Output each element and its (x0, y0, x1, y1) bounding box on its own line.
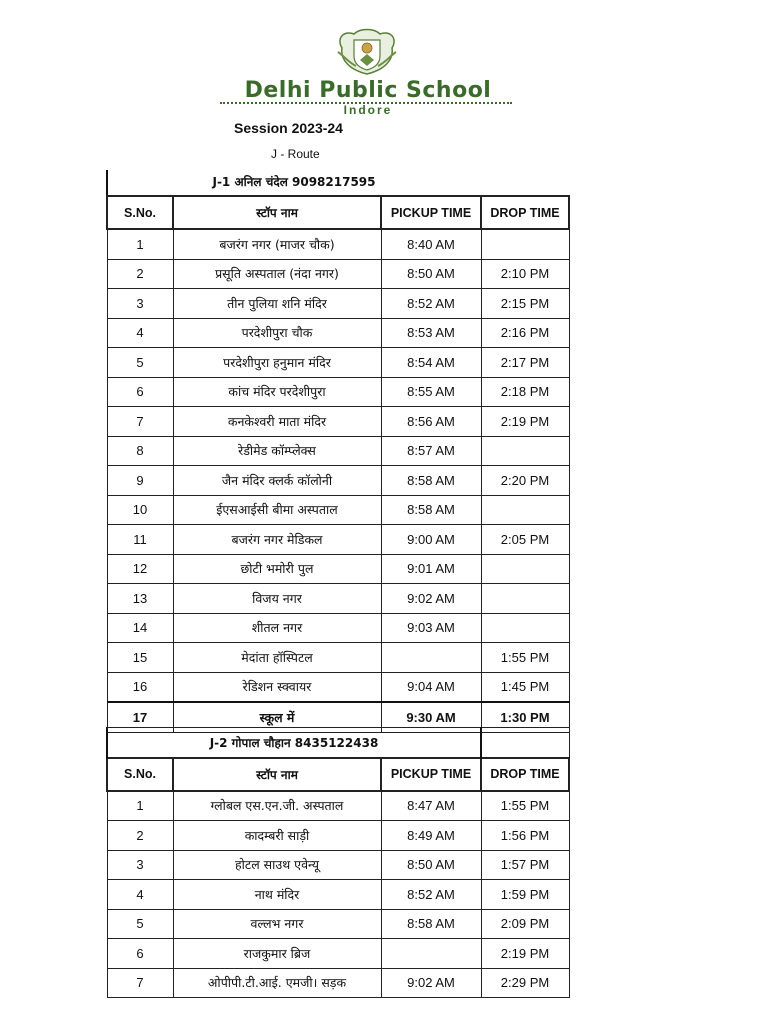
table-row (107, 495, 569, 525)
pickup-time-cell: 8:50 AM (381, 850, 481, 880)
stop-name-cell: वल्लभ नगर (173, 909, 381, 939)
drop-time-cell: 1:56 PM (481, 821, 569, 851)
pickup-time-cell: 9:03 AM (381, 613, 481, 643)
stop-name-cell: ईएसआईसी बीमा अस्पताल (173, 495, 381, 525)
stop-number-cell: 4 (107, 318, 173, 348)
stop-name-cell: राजकुमार ब्रिज (173, 939, 381, 969)
stop-number-cell: 16 (107, 672, 173, 702)
stop-number-cell: 6 (107, 377, 173, 407)
pickup-time-cell (381, 643, 481, 673)
stop-number-cell: 2 (107, 821, 173, 851)
stop-number-cell: 10 (107, 495, 173, 525)
stop-number-cell: 5 (107, 909, 173, 939)
stop-number-cell: 9 (107, 466, 173, 496)
table-row (107, 939, 569, 969)
stop-name-cell: छोटी भमोरी पुल (173, 554, 381, 584)
column-header-drop: DROP TIME (481, 196, 569, 229)
pickup-time-cell: 8:55 AM (381, 377, 481, 407)
drop-time-cell: 2:05 PM (481, 525, 569, 555)
table-row (107, 525, 569, 555)
table-row (107, 643, 569, 673)
table-row (107, 613, 569, 643)
table-header-row (107, 758, 569, 791)
stop-number-cell: 3 (107, 289, 173, 319)
stop-name-cell: ओपीपी.टी.आई. एमजी। सड़क (173, 968, 381, 998)
drop-time-cell: 1:55 PM (481, 643, 569, 673)
pickup-time-cell: 8:52 AM (381, 289, 481, 319)
drop-time-cell (481, 495, 569, 525)
stop-name-cell: कांच मंदिर परदेशीपुरा (173, 377, 381, 407)
table-row (107, 318, 569, 348)
pickup-time-cell: 8:58 AM (381, 495, 481, 525)
column-header-stop: स्टॉप नाम (173, 196, 381, 229)
drop-time-cell: 2:18 PM (481, 377, 569, 407)
stop-number-cell: 1 (107, 791, 173, 821)
route-j1-table (106, 195, 570, 733)
stop-name-cell: कनकेश्वरी माता मंदिर (173, 407, 381, 437)
stop-number-cell: 15 (107, 643, 173, 673)
table-row (107, 880, 569, 910)
drop-time-cell: 1:59 PM (481, 880, 569, 910)
school-city: Indore (343, 103, 393, 117)
stop-name-cell: स्कूल में (173, 702, 381, 732)
stop-name-cell: मेदांता हॉस्पिटल (173, 643, 381, 673)
table-row (107, 672, 569, 702)
stop-name-cell: होटल साउथ एवेन्यू (173, 850, 381, 880)
stop-number-cell: 3 (107, 850, 173, 880)
drop-time-cell: 2:19 PM (481, 939, 569, 969)
pickup-time-cell: 9:02 AM (381, 968, 481, 998)
table-row (107, 348, 569, 378)
route-title: J - Route (271, 147, 320, 161)
stop-name-cell: कादम्बरी साड़ी (173, 821, 381, 851)
stop-number-cell: 6 (107, 939, 173, 969)
route-j2-table (106, 727, 570, 998)
school-name: Delhi Public School (244, 78, 492, 103)
drop-time-cell: 1:30 PM (481, 702, 569, 732)
stop-number-cell: 2 (107, 259, 173, 289)
stop-number-cell: 14 (107, 613, 173, 643)
drop-time-cell (481, 584, 569, 614)
drop-time-cell (481, 229, 569, 259)
stop-number-cell: 17 (107, 702, 173, 732)
route-j2-rows (107, 791, 569, 998)
stop-name-cell: शीतल नगर (173, 613, 381, 643)
pickup-time-cell (381, 939, 481, 969)
table-row (107, 407, 569, 437)
drop-time-cell: 2:10 PM (481, 259, 569, 289)
stop-name-cell: रेडीमेड कॉम्प्लेक्स (173, 436, 381, 466)
stop-number-cell: 5 (107, 348, 173, 378)
pickup-time-cell: 8:58 AM (381, 909, 481, 939)
drop-time-cell: 2:09 PM (481, 909, 569, 939)
table-row (107, 850, 569, 880)
pickup-time-cell: 9:00 AM (381, 525, 481, 555)
pickup-time-cell: 9:01 AM (381, 554, 481, 584)
stop-number-cell: 8 (107, 436, 173, 466)
pickup-time-cell: 8:54 AM (381, 348, 481, 378)
table-row (107, 968, 569, 998)
drop-time-cell (481, 613, 569, 643)
pickup-time-cell: 8:58 AM (381, 466, 481, 496)
column-header-sno: S.No. (107, 196, 173, 229)
driver-j2-row (107, 728, 569, 758)
drop-time-cell (481, 436, 569, 466)
stop-number-cell: 11 (107, 525, 173, 555)
drop-time-cell (481, 554, 569, 584)
pickup-time-cell: 8:52 AM (381, 880, 481, 910)
pickup-time-cell: 8:47 AM (381, 791, 481, 821)
drop-time-cell: 2:16 PM (481, 318, 569, 348)
dps-crest-logo (334, 26, 400, 76)
column-header-pickup: PICKUP TIME (381, 758, 481, 791)
pickup-time-cell: 9:02 AM (381, 584, 481, 614)
pickup-time-cell: 8:49 AM (381, 821, 481, 851)
stop-number-cell: 7 (107, 407, 173, 437)
pickup-time-cell: 9:30 AM (381, 702, 481, 732)
column-header-sno: S.No. (107, 758, 173, 791)
stop-name-cell: विजय नगर (173, 584, 381, 614)
table-row (107, 259, 569, 289)
drop-time-cell: 1:57 PM (481, 850, 569, 880)
drop-time-cell: 2:15 PM (481, 289, 569, 319)
table-row (107, 377, 569, 407)
drop-time-cell: 1:55 PM (481, 791, 569, 821)
stop-name-cell: रेडिशन स्क्वायर (173, 672, 381, 702)
drop-time-cell: 2:17 PM (481, 348, 569, 378)
stop-number-cell: 13 (107, 584, 173, 614)
table-row (107, 791, 569, 821)
drop-time-cell: 2:20 PM (481, 466, 569, 496)
stop-name-cell: बजरंग नगर (माजर चौक) (173, 229, 381, 259)
stop-name-cell: परदेशीपुरा चौक (173, 318, 381, 348)
table-row (107, 554, 569, 584)
stop-number-cell: 4 (107, 880, 173, 910)
table-row (107, 909, 569, 939)
stop-name-cell: परदेशीपुरा हनुमान मंदिर (173, 348, 381, 378)
stop-name-cell: तीन पुलिया शनि मंदिर (173, 289, 381, 319)
pickup-time-cell: 8:40 AM (381, 229, 481, 259)
column-header-stop: स्टॉप नाम (173, 758, 381, 791)
stop-number-cell: 1 (107, 229, 173, 259)
column-header-pickup: PICKUP TIME (381, 196, 481, 229)
pickup-time-cell: 8:56 AM (381, 407, 481, 437)
table-row (107, 584, 569, 614)
session-title: Session 2023-24 (234, 120, 343, 136)
route-j1-rows (107, 229, 569, 732)
drop-time-cell: 2:19 PM (481, 407, 569, 437)
stop-name-cell: प्रसूति अस्पताल (नंदा नगर) (173, 259, 381, 289)
pickup-time-cell: 9:04 AM (381, 672, 481, 702)
stop-name-cell: नाथ मंदिर (173, 880, 381, 910)
stop-name-cell: जैन मंदिर क्लर्क कॉलोनी (173, 466, 381, 496)
driver-j2-heading: J-2 गोपाल चौहान 8435122438 (107, 728, 481, 758)
table-row (107, 229, 569, 259)
driver-j2-empty-cell (481, 728, 569, 758)
driver-j1-heading: J-1 अनिल चंदेल 9098217595 (212, 175, 376, 189)
drop-time-cell: 2:29 PM (481, 968, 569, 998)
pickup-time-cell: 8:57 AM (381, 436, 481, 466)
table-row (107, 821, 569, 851)
column-header-drop: DROP TIME (481, 758, 569, 791)
stop-name-cell: बजरंग नगर मेडिकल (173, 525, 381, 555)
table-row (107, 289, 569, 319)
table-row (107, 436, 569, 466)
stop-name-cell: ग्लोबल एस.एन.जी. अस्पताल (173, 791, 381, 821)
table-header-row (107, 196, 569, 229)
stop-number-cell: 12 (107, 554, 173, 584)
pickup-time-cell: 8:53 AM (381, 318, 481, 348)
drop-time-cell: 1:45 PM (481, 672, 569, 702)
table-row (107, 466, 569, 496)
stop-number-cell: 7 (107, 968, 173, 998)
pickup-time-cell: 8:50 AM (381, 259, 481, 289)
